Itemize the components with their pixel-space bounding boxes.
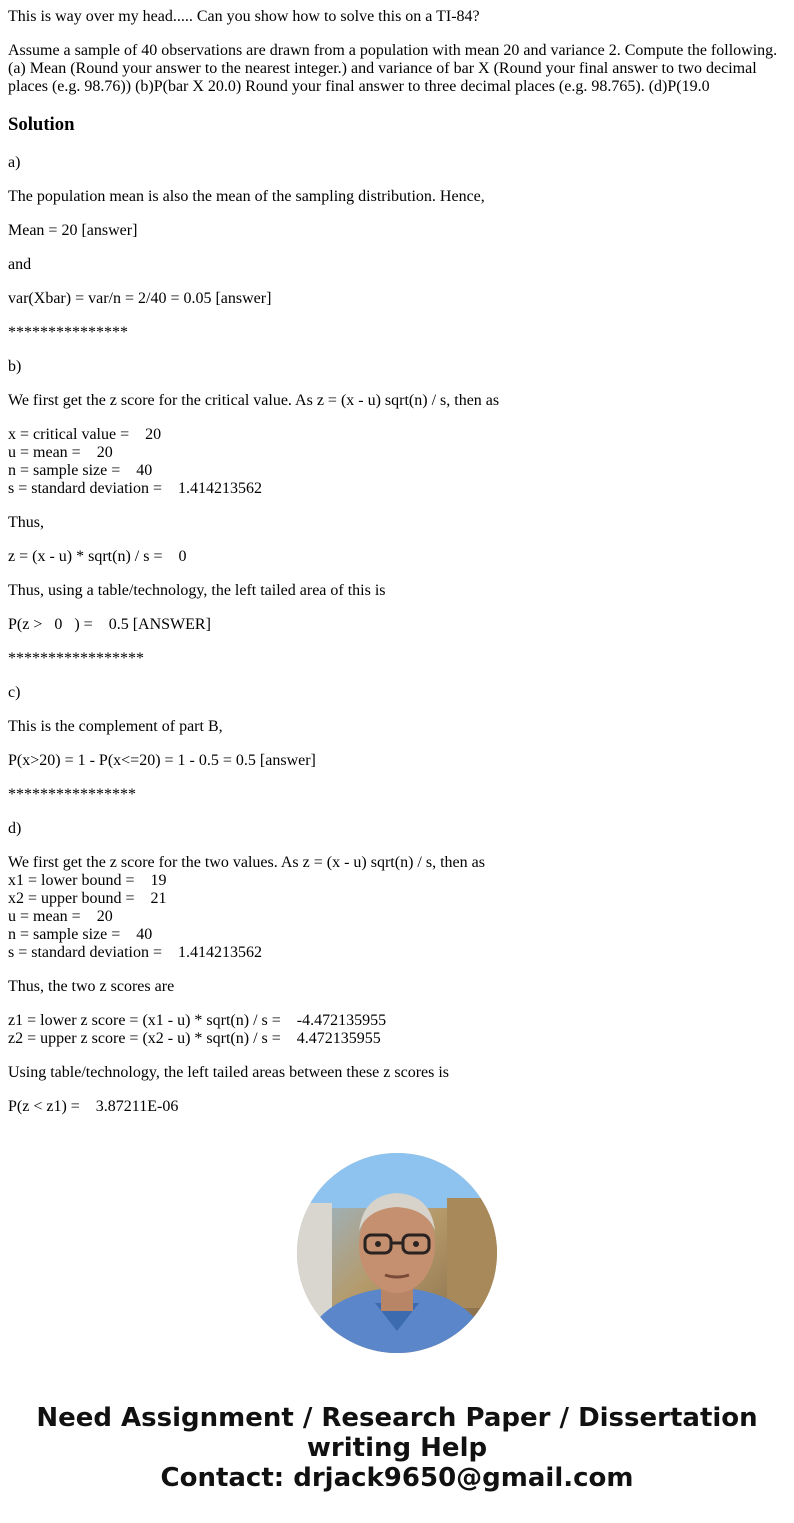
part-a-line: Mean = 20 [answer] (8, 222, 138, 239)
variable-line: x = critical value = 20 (8, 426, 162, 443)
part-a-label: a) (8, 154, 21, 171)
solution-document (8, 0, 786, 1124)
author-avatar (297, 1153, 497, 1353)
promo-footer (0, 1403, 794, 1493)
zscore-line: z2 = upper z score = (x2 - u) * sqrt(n) / s = 4.472135955 (8, 1030, 381, 1047)
variable-line: n = sample size = 40 (8, 926, 153, 943)
part-b-intro: We first get the z score for the critical value. As z = (x - u) sqrt(n) / s, then as (8, 392, 500, 409)
part-b-z: z = (x - u) * sqrt(n) / s = 0 (8, 548, 187, 565)
variable-line: u = mean = 20 (8, 444, 113, 461)
part-a-line: and (8, 256, 32, 273)
variable-line: x1 = lower bound = 19 (8, 872, 167, 889)
part-c-line: This is the complement of part B, (8, 718, 223, 735)
part-b-area: Thus, using a table/technology, the left tailed area of this is (8, 582, 386, 599)
part-c-label: c) (8, 684, 21, 701)
part-c-line: P(x>20) = 1 - P(x<=20) = 1 - 0.5 = 0.5 [answer] (8, 752, 316, 769)
part-b-answer: P(z > 0 ) = 0.5 [ANSWER] (8, 616, 211, 633)
part-d-zscores (8, 1012, 786, 1048)
part-d-label: d) (8, 820, 22, 837)
part-d-areas: Using table/technology, the left tailed areas between these z scores is (8, 1064, 450, 1081)
separator: *************** (8, 324, 128, 341)
part-a-line: The population mean is also the mean of the sampling distribution. Hence, (8, 188, 485, 205)
part-b-variables (8, 426, 786, 498)
question-body: Assume a sample of 40 observations are drawn from a population with mean 20 and variance 2. Compute the following. (a) Mean (Round your answer to the nearest integer.) and variance of bar X (Round your final answer to two decimal places (e.g. 98.76)) (b)P(bar X 20.0) Round your final answer to three decimal places (e.g. 98.765). (d)P(19.0 (8, 42, 782, 95)
variable-line: We first get the z score for the two values. As z = (x - u) sqrt(n) / s, then as (8, 854, 485, 871)
part-b-thus: Thus, (8, 514, 44, 531)
promo-line: writing Help (306, 1433, 488, 1463)
author-portrait-icon (297, 1153, 497, 1353)
separator: **************** (8, 786, 136, 803)
variable-line: n = sample size = 40 (8, 462, 153, 479)
separator: ***************** (8, 650, 144, 667)
variable-line: x2 = upper bound = 21 (8, 890, 167, 907)
promo-line: Need Assignment / Research Paper / Dissertation (36, 1403, 758, 1433)
variable-line: s = standard deviation = 1.414213562 (8, 480, 263, 497)
part-d-thus: Thus, the two z scores are (8, 978, 175, 995)
part-a-line: var(Xbar) = var/n = 2/40 = 0.05 [answer] (8, 290, 272, 307)
part-d-cut-line: P(z < z1) = 3.87211E-06 (8, 1098, 179, 1115)
variable-line: u = mean = 20 (8, 908, 113, 925)
solution-heading: Solution (8, 114, 75, 135)
zscore-line: z1 = lower z score = (x1 - u) * sqrt(n) / s = -4.472135955 (8, 1012, 387, 1029)
contact-line: Contact: drjack9650@gmail.com (160, 1463, 634, 1493)
part-d-variables (8, 854, 786, 962)
question-title: This is way over my head..... Can you show how to solve this on a TI-84? (8, 8, 480, 25)
variable-line: s = standard deviation = 1.414213562 (8, 944, 263, 961)
part-b-label: b) (8, 358, 22, 375)
